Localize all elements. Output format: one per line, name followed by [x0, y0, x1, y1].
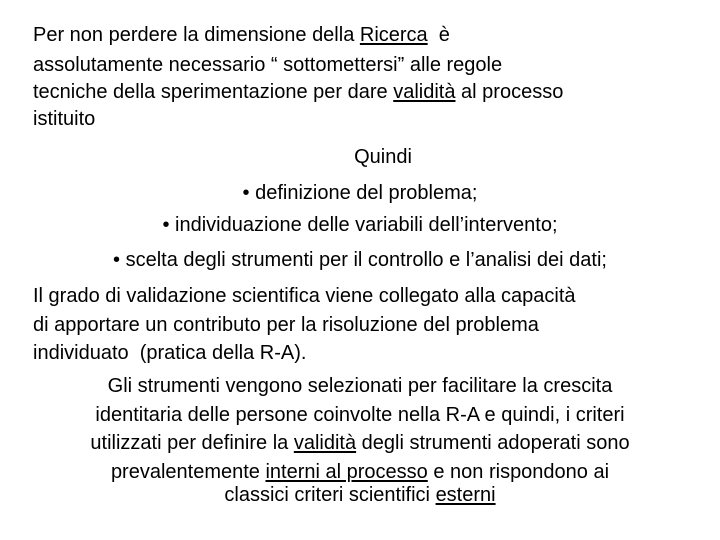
intro-line-3: [33, 80, 563, 104]
intro-line-2: assolutamente necessario “ sottomettersi” alle regole: [33, 54, 503, 76]
bullet-individuazione: • individuazione delle variabili dell’intervento;: [162, 214, 558, 236]
strumenti-line-1: Gli strumenti vengono selezionati per facilitare la crescita: [107, 375, 613, 397]
strumenti-line-3: [0, 431, 720, 455]
interni-underlined: interni al processo: [265, 461, 428, 483]
intro-line-1: [33, 23, 450, 47]
bullet-scelta: • scelta degli strumenti per il controllo e l’analisi dei dati;: [113, 249, 607, 271]
intro-text: è: [427, 24, 450, 46]
strumenti-text: classici criteri scientifici: [224, 484, 436, 506]
strumenti-line-2: identitaria delle persone coinvolte nella R-A e quindi, i criteri: [95, 404, 625, 426]
grado-line-1: Il grado di validazione scientifica viene collegato alla capacità: [33, 285, 576, 307]
intro-line-4: istituito: [33, 108, 96, 130]
strumenti-text: utilizzati per definire la: [90, 432, 294, 454]
quindi-heading: Quindi: [354, 146, 412, 168]
strumenti-line-5: [0, 485, 720, 505]
esterni-underlined: esterni: [435, 484, 496, 506]
grado-line-2: di apportare un contributo per la risoluzione del problema: [33, 314, 539, 336]
intro-text: tecniche della sperimentazione per dare: [33, 81, 394, 103]
intro-text: al processo: [455, 81, 564, 103]
strumenti-text: degli strumenti adoperati sono: [356, 432, 630, 454]
validita-underlined-2: validità: [293, 432, 357, 454]
strumenti-text: prevalentemente: [110, 461, 266, 483]
bullet-definizione: • definizione del problema;: [242, 182, 478, 204]
grado-line-3: individuato (pratica della R-A).: [33, 342, 307, 364]
strumenti-text: e non rispondono ai: [427, 461, 610, 483]
validita-underlined: validità: [393, 81, 456, 103]
strumenti-line-4: [0, 460, 720, 484]
intro-text: Per non perdere la dimensione della: [33, 24, 360, 46]
ricerca-underlined: Ricerca: [359, 24, 428, 46]
